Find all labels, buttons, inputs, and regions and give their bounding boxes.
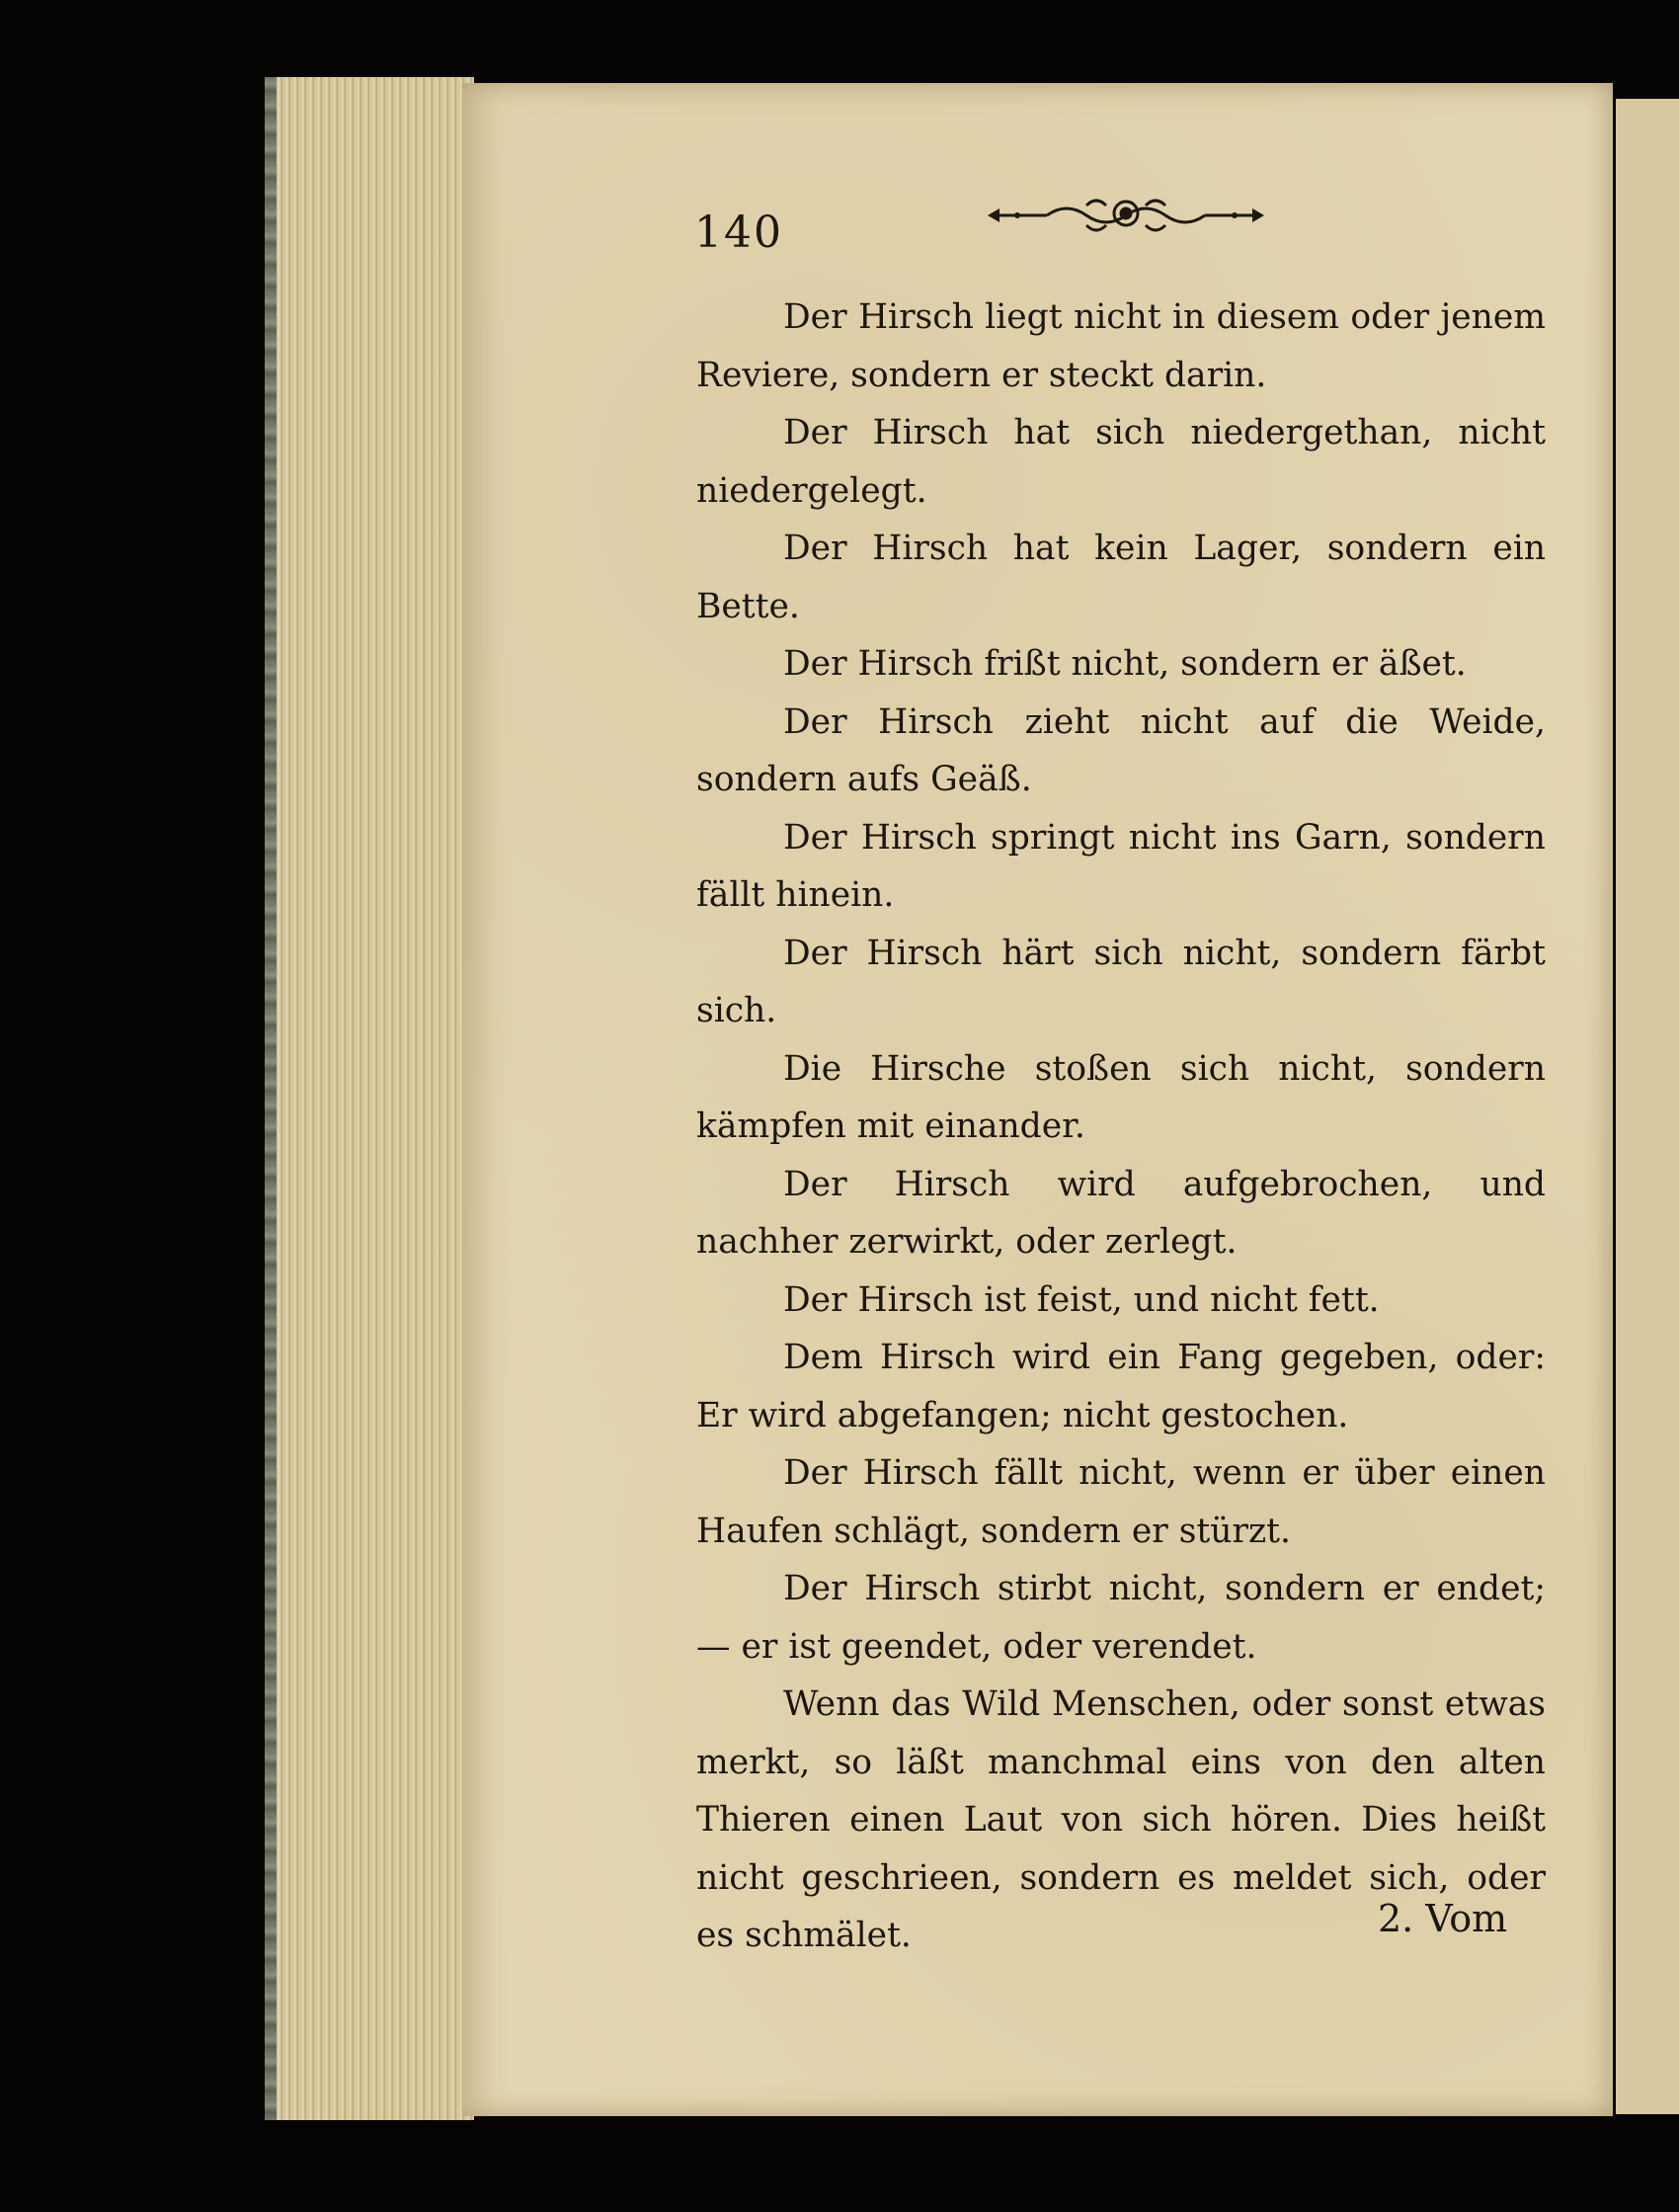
paragraph: Der Hirsch hat kein Lager, sondern ein Bette.	[696, 529, 1546, 626]
paragraph: Der Hirsch zieht nicht auf die Weide, sondern aufs Geäß.	[696, 701, 1546, 799]
paragraph: Der Hirsch fällt nicht, wenn er über einen Haufen schlägt, sondern er stürzt.	[696, 1453, 1546, 1551]
paragraph: Der Hirsch ist feist, und nicht fett.	[783, 1279, 1380, 1320]
ornamental-vignette-icon	[988, 192, 1264, 239]
paragraph: Der Hirsch stirbt nicht, sondern er endet; — er ist geendet, oder verendet.	[696, 1569, 1546, 1667]
paragraph: Die Hirsche stoßen sich nicht, sondern kämpfen mit einander.	[696, 1048, 1546, 1146]
facing-page-edge	[1616, 99, 1679, 2114]
catchword: 2. Vom	[1378, 1897, 1508, 1940]
page-block-edge	[277, 77, 474, 2120]
body-text	[696, 288, 1546, 1965]
paragraph: Wenn das Wild Menschen, oder sonst etwas merkt, so läßt manchmal eins von den alten Thieren einen Laut von sich hören. Dies heißt nicht geschrieen, sondern es meldet sich, oder es schmälet.	[696, 1684, 1546, 1955]
paragraph: Der Hirsch liegt nicht in diesem oder jenem Reviere, sondern er steckt darin.	[696, 297, 1546, 395]
paragraph: Der Hirsch hat sich niedergethan, nicht niedergelegt.	[696, 413, 1546, 511]
page-number: 140	[694, 207, 783, 258]
paragraph: Der Hirsch wird aufgebrochen, und nachher zerwirkt, oder zerlegt.	[696, 1164, 1546, 1262]
paragraph: Der Hirsch frißt nicht, sondern er äßet.	[783, 644, 1467, 684]
paragraph: Der Hirsch härt sich nicht, sondern färbt sich.	[696, 933, 1546, 1030]
paragraph: Der Hirsch springt nicht ins Garn, sondern fällt hinein.	[696, 817, 1546, 915]
paragraph: Dem Hirsch wird ein Fang gegeben, oder: Er wird abgefangen; nicht gestochen.	[696, 1338, 1546, 1435]
